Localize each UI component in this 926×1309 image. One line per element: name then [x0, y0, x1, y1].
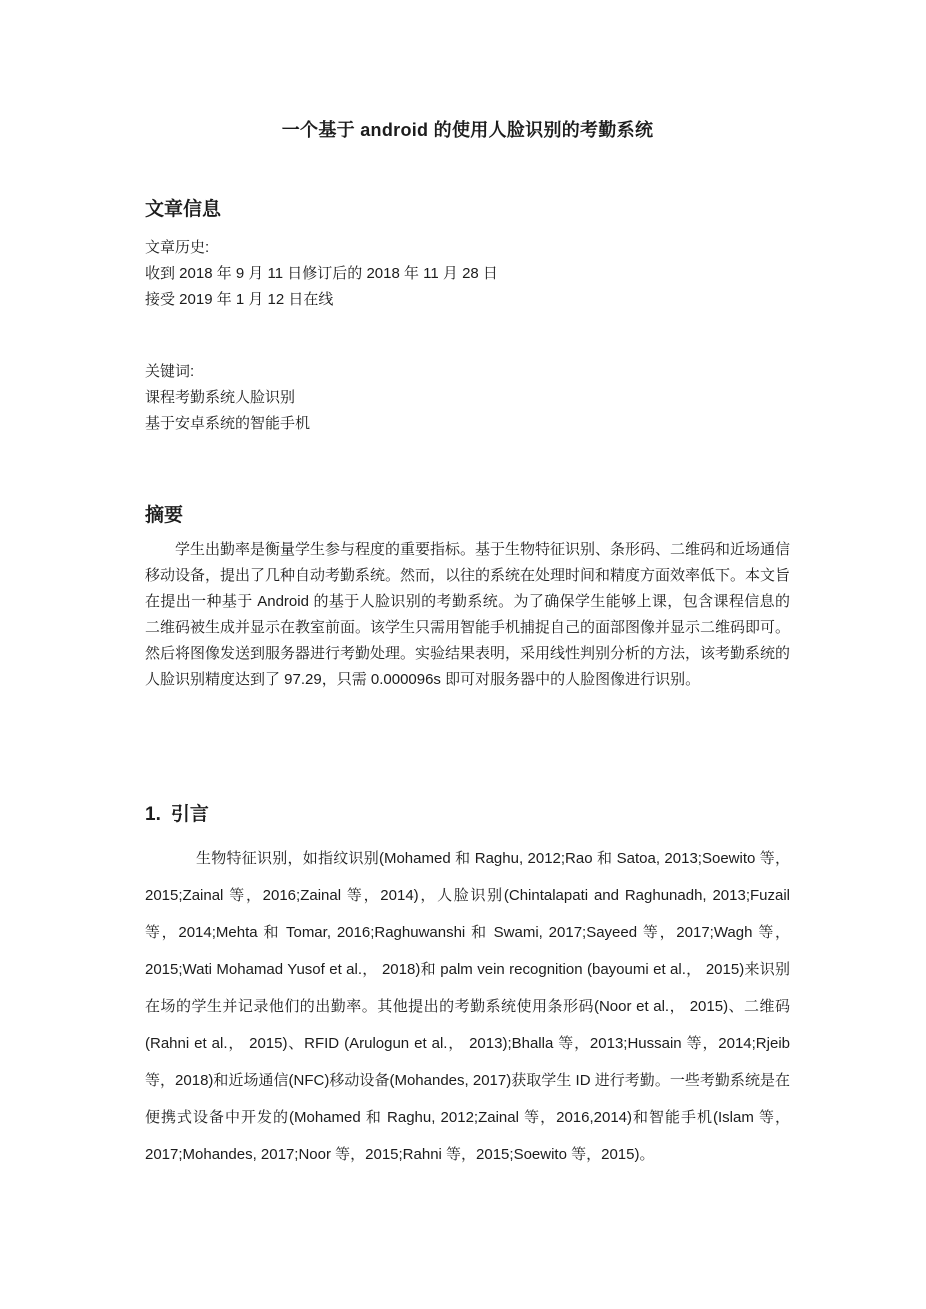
introduction-heading-number: 1.: [145, 804, 161, 825]
keyword-line: 基于安卓系统的智能手机: [145, 415, 311, 432]
introduction-body: 生物特征识别，如指纹识别(Mohamed 和 Raghu, 2012;Rao 和 Satoa, 2013;Soewito 等，2015;Zainal 等，2016;Zainal 等，2014)，人脸识别(Chintalapati and Raghunadh, 2013;Fuzail 等，2014;Mehta 和 Tomar, 2016;Raghuwanshi 和 Swami, 2017;Sayeed 等，2017;Wagh 等，2015;Wati Mohamad Yusof et al.， 2018)和 palm vein recognition (bayoumi et al.， 2015)来识别在场的学生并记录他们的出勤率。其他提出的考勤系统使用条形码(Noor et al.， 2015)、二维码(Rahni et al.， 2015)、RFID (Arulogun et al.， 2013);Bhalla 等，2013;Hussain 等，2014;Rjeib 等，2018)和近场通信(NFC)移动设备(Mohandes, 2017)获取学生 ID 进行考勤。一些考勤系统是在便携式设备中开发的(Mohamed 和 Raghu, 2012;Zainal 等，2016,2014)和智能手机(Islam 等，2017;Mohandes, 2017;Noor 等，2015;Rahni 等，2015;Soewito 等，2015)。: [145, 850, 790, 1163]
keywords-label: 关键词:: [145, 363, 195, 380]
abstract-body: 学生出勤率是衡量学生参与程度的重要指标。基于生物特征识别、条形码、二维码和近场通信移动设备，提出了几种自动考勤系统。然而，以往的系统在处理时间和精度方面效率低下。本文旨在提出一种基于 Android 的基于人脸识别的考勤系统。为了确保学生能够上课，包含课程信息的二维码被生成并显示在教室前面。该学生只需用智能手机捕捉自己的面部图像并显示二维码即可。然后将图像发送到服务器进行考勤处理。实验结果表明，采用线性判别分析的方法，该考勤系统的人脸识别精度达到了 97.29，只需 0.000096s 即可对服务器中的人脸图像进行识别。: [145, 541, 791, 688]
article-info-section: [145, 194, 790, 437]
introduction-heading-text: 引言: [170, 804, 209, 825]
abstract-section: [145, 500, 790, 693]
article-info-heading: 文章信息: [145, 199, 222, 220]
paper-title: 一个基于 android 的使用人脸识别的考勤系统: [281, 120, 654, 140]
keywords-block: [145, 359, 790, 437]
accepted-date-line: 接受 2019 年 1 月 12 日在线: [145, 291, 334, 308]
article-history-label: 文章历史:: [145, 239, 210, 256]
abstract-heading: 摘要: [145, 505, 184, 526]
keyword-line: 课程考勤系统人脸识别: [145, 389, 296, 406]
introduction-heading: [145, 799, 790, 826]
received-date-line: 收到 2018 年 9 月 11 日修订后的 2018 年 11 月 28 日: [145, 265, 498, 282]
introduction-section: [145, 799, 790, 1173]
